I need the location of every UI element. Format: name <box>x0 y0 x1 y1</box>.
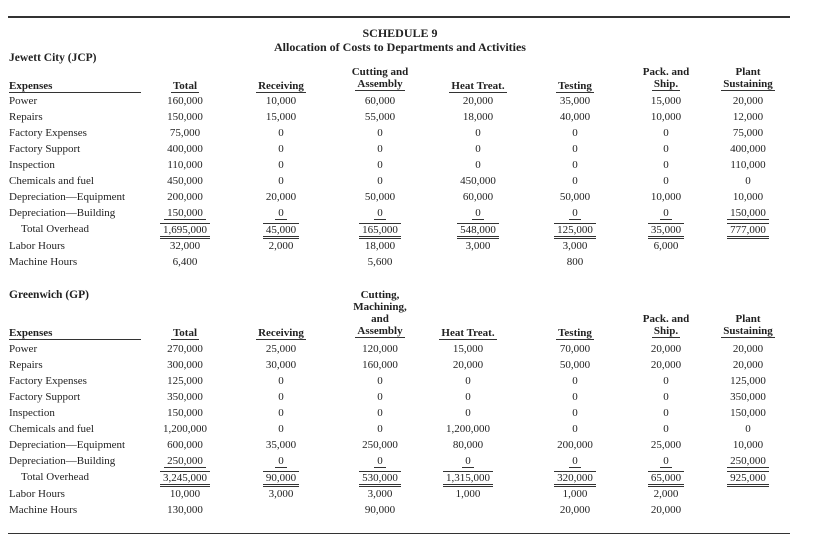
table-row <box>0 143 800 159</box>
cell-plant: 75,000 <box>732 127 764 139</box>
table-row <box>0 127 800 143</box>
cell-receiving: 25,000 <box>265 343 297 355</box>
row-label: Factory Support <box>9 143 81 155</box>
cell-plant: 20,000 <box>732 359 764 371</box>
cell-pack: 35,000 <box>630 223 702 239</box>
row-label: Inspection <box>9 159 55 171</box>
cell-receiving: 15,000 <box>265 111 297 123</box>
cell-heat: 1,315,000 <box>425 471 511 487</box>
cell-cutting: 0 <box>377 143 383 155</box>
cell-pack: 10,000 <box>650 111 682 123</box>
row-label: Labor Hours <box>9 488 65 500</box>
cell-testing: 1,000 <box>562 488 588 500</box>
cell-heat: 3,000 <box>465 240 491 252</box>
row-label: Machine Hours <box>9 256 78 268</box>
cell-receiving: 0 <box>278 407 284 419</box>
row-label: Repairs <box>9 111 43 123</box>
cell-pack: 20,000 <box>650 504 682 516</box>
row-label: Power <box>9 343 38 355</box>
table-row <box>0 95 800 111</box>
col-header-cutting <box>340 66 420 91</box>
table-row <box>0 359 800 375</box>
row-label: Factory Expenses <box>9 375 87 387</box>
cell-pack: 10,000 <box>650 191 682 203</box>
gp-col-header-pack-ship <box>630 313 702 338</box>
cell-pack: 25,000 <box>650 439 682 451</box>
cell-plant: 400,000 <box>730 143 766 155</box>
cell-testing: 0 <box>572 127 578 139</box>
row-label: Depreciation—Equipment <box>9 191 126 203</box>
cell-receiving: 2,000 <box>268 240 294 252</box>
cell-total: 450,000 <box>167 175 203 187</box>
cell-total: 130,000 <box>167 504 203 516</box>
cell-pack: 15,000 <box>650 95 682 107</box>
cell-total: 350,000 <box>167 391 203 403</box>
row-label: Factory Support <box>9 391 81 403</box>
cell-cutting: 0 <box>377 127 383 139</box>
cell-plant: 150,000 <box>712 207 784 220</box>
col-header-plant-sustaining <box>712 66 784 91</box>
table-row <box>0 391 800 407</box>
cell-heat: 18,000 <box>462 111 494 123</box>
cell-cutting: 165,000 <box>340 223 420 239</box>
cell-total: 300,000 <box>167 359 203 371</box>
cell-plant <box>712 504 784 516</box>
cell-testing: 0 <box>572 159 578 171</box>
cell-receiving: 0 <box>278 423 284 435</box>
cell-total: 150,000 <box>150 207 220 220</box>
cell-heat: 80,000 <box>452 439 484 451</box>
cell-plant: 350,000 <box>730 391 766 403</box>
cell-pack: 65,000 <box>630 471 702 487</box>
cell-pack: 2,000 <box>653 488 679 500</box>
cell-cutting: 120,000 <box>362 343 398 355</box>
table-row <box>0 207 800 223</box>
cell-heat: 60,000 <box>462 191 494 203</box>
cell-total: 1,200,000 <box>163 423 207 435</box>
cell-heat: 20,000 <box>462 95 494 107</box>
col-header-cutting-line2: Assembly <box>357 78 403 90</box>
cell-testing: 0 <box>540 455 610 468</box>
cell-heat <box>435 256 521 268</box>
cell-testing: 0 <box>572 407 578 419</box>
gp-col-header-cutting <box>340 289 420 338</box>
table-row <box>0 111 800 127</box>
gp-col-header-testing: Testing <box>558 327 592 339</box>
cell-cutting: 0 <box>377 391 383 403</box>
cell-cutting: 55,000 <box>364 111 396 123</box>
cell-heat: 0 <box>465 391 471 403</box>
table-row <box>0 159 800 175</box>
bottom-rule <box>8 533 790 534</box>
col-header-testing: Testing <box>558 80 592 92</box>
cell-testing: 20,000 <box>559 504 591 516</box>
cell-receiving: 10,000 <box>265 95 297 107</box>
row-label: Inspection <box>9 407 55 419</box>
gp-col-header-total: Total <box>172 327 198 339</box>
col-header-plant-line1: Plant <box>735 66 761 78</box>
cell-receiving: 90,000 <box>248 471 314 487</box>
col-header-expenses: Expenses <box>9 80 141 93</box>
table-row <box>0 407 800 423</box>
cell-receiving <box>248 504 314 516</box>
row-label: Repairs <box>9 359 43 371</box>
row-label: Depreciation—Building <box>9 207 116 219</box>
cell-heat: 1,000 <box>455 488 481 500</box>
cell-total: 1,695,000 <box>150 223 220 239</box>
cell-testing: 0 <box>540 207 610 220</box>
table-row <box>0 471 800 487</box>
cell-pack: 0 <box>630 207 702 220</box>
cell-heat: 0 <box>435 207 521 220</box>
cell-heat: 15,000 <box>452 343 484 355</box>
cell-receiving: 35,000 <box>265 439 297 451</box>
cell-receiving: 0 <box>248 207 314 220</box>
cell-plant: 12,000 <box>732 111 764 123</box>
cell-testing: 50,000 <box>559 359 591 371</box>
cell-receiving <box>248 256 314 268</box>
schedule-title: SCHEDULE 9 <box>362 26 438 40</box>
cell-testing: 3,000 <box>562 240 588 252</box>
gp-col-header-pack-line2: Ship. <box>653 325 679 337</box>
gp-col-header-pack-line1: Pack. and <box>642 313 690 325</box>
cell-receiving: 0 <box>278 175 284 187</box>
gp-col-header-plant-line1: Plant <box>735 313 761 325</box>
gp-col-header-cutting-line4: Assembly <box>357 325 403 337</box>
gp-col-header-heat-treat: Heat Treat. <box>441 327 495 339</box>
cell-total: 10,000 <box>169 488 201 500</box>
cell-pack: 0 <box>663 127 669 139</box>
cell-total: 125,000 <box>167 375 203 387</box>
cell-receiving: 0 <box>248 455 314 468</box>
cell-heat: 0 <box>465 375 471 387</box>
cell-pack: 20,000 <box>650 343 682 355</box>
row-label: Labor Hours <box>9 240 65 252</box>
gp-col-header-cutting-line3: and <box>371 313 389 325</box>
col-header-total: Total <box>172 80 198 92</box>
cell-plant: 150,000 <box>730 407 766 419</box>
table-row <box>0 375 800 391</box>
cell-testing: 320,000 <box>540 471 610 487</box>
cell-cutting: 3,000 <box>367 488 393 500</box>
cell-total: 32,000 <box>169 240 201 252</box>
gp-col-header-plant-line2: Sustaining <box>723 325 773 337</box>
cell-heat: 0 <box>475 159 481 171</box>
cell-plant <box>712 240 784 252</box>
cell-plant: 20,000 <box>732 343 764 355</box>
cell-testing: 0 <box>572 391 578 403</box>
cell-pack: 0 <box>630 455 702 468</box>
cell-heat: 450,000 <box>460 175 496 187</box>
gp-col-header-plant-sustaining <box>712 313 784 338</box>
cell-cutting: 18,000 <box>364 240 396 252</box>
cell-receiving: 3,000 <box>268 488 294 500</box>
row-label: Machine Hours <box>9 504 78 516</box>
row-label: Depreciation—Building <box>9 455 116 467</box>
cell-heat: 1,200,000 <box>446 423 490 435</box>
col-header-plant-line2: Sustaining <box>723 78 773 90</box>
table-row <box>0 504 800 520</box>
col-header-pack-ship <box>630 66 702 91</box>
table-row <box>0 455 800 471</box>
cell-pack: 0 <box>663 391 669 403</box>
cell-plant: 0 <box>745 175 751 187</box>
cell-total: 3,245,000 <box>150 471 220 487</box>
cell-testing: 40,000 <box>559 111 591 123</box>
row-label: Total Overhead <box>21 471 89 483</box>
table-row <box>0 439 800 455</box>
cell-heat: 0 <box>465 407 471 419</box>
cell-heat: 548,000 <box>435 223 521 239</box>
plant-name-gp: Greenwich (GP) <box>9 289 89 301</box>
cell-cutting: 5,600 <box>367 256 393 268</box>
row-label: Power <box>9 95 38 107</box>
cell-cutting: 50,000 <box>364 191 396 203</box>
cell-cutting: 0 <box>377 375 383 387</box>
cell-testing: 125,000 <box>540 223 610 239</box>
cell-cutting: 0 <box>377 423 383 435</box>
cell-plant: 10,000 <box>732 191 764 203</box>
cell-receiving: 0 <box>278 143 284 155</box>
cell-cutting: 0 <box>340 455 420 468</box>
cell-plant: 110,000 <box>730 159 766 171</box>
row-label: Total Overhead <box>21 223 89 235</box>
cell-testing: 0 <box>572 423 578 435</box>
table-row <box>0 223 800 239</box>
table-row <box>0 175 800 191</box>
cell-testing: 0 <box>572 175 578 187</box>
col-header-receiving: Receiving <box>258 80 304 92</box>
cell-receiving: 30,000 <box>265 359 297 371</box>
cell-receiving: 0 <box>278 391 284 403</box>
row-label: Chemicals and fuel <box>9 423 94 435</box>
row-label: Depreciation—Equipment <box>9 439 126 451</box>
col-header-heat-treat: Heat Treat. <box>451 80 505 92</box>
row-label: Chemicals and fuel <box>9 175 94 187</box>
cell-heat: 0 <box>425 455 511 468</box>
col-header-pack-line2: Ship. <box>653 78 679 90</box>
cell-plant <box>712 488 784 500</box>
cell-pack: 0 <box>663 159 669 171</box>
cell-total: 150,000 <box>167 111 203 123</box>
cell-cutting: 0 <box>377 159 383 171</box>
cell-cutting: 530,000 <box>340 471 420 487</box>
cell-heat: 20,000 <box>452 359 484 371</box>
cell-plant: 925,000 <box>712 471 784 487</box>
cell-cutting: 160,000 <box>362 359 398 371</box>
table-row <box>0 191 800 207</box>
table-row <box>0 343 800 359</box>
cell-pack: 0 <box>663 175 669 187</box>
cell-total: 200,000 <box>167 191 203 203</box>
cell-total: 75,000 <box>169 127 201 139</box>
cell-cutting: 60,000 <box>364 95 396 107</box>
cell-cutting: 0 <box>377 407 383 419</box>
cell-plant: 20,000 <box>732 95 764 107</box>
cell-cutting: 0 <box>377 175 383 187</box>
cell-testing: 800 <box>566 256 584 268</box>
cell-total: 600,000 <box>167 439 203 451</box>
cell-testing: 0 <box>572 143 578 155</box>
table-row <box>0 488 800 504</box>
cell-total: 160,000 <box>167 95 203 107</box>
cell-pack: 0 <box>663 143 669 155</box>
cell-receiving: 0 <box>278 127 284 139</box>
cell-pack: 6,000 <box>653 240 679 252</box>
cell-cutting: 90,000 <box>364 504 396 516</box>
cell-cutting: 0 <box>340 207 420 220</box>
table-row <box>0 423 800 439</box>
plant-name-jcp: Jewett City (JCP) <box>9 52 97 64</box>
top-rule <box>8 16 790 18</box>
cell-testing: 50,000 <box>559 191 591 203</box>
cell-pack: 0 <box>663 423 669 435</box>
cell-testing: 0 <box>572 375 578 387</box>
cell-receiving: 45,000 <box>248 223 314 239</box>
cell-receiving: 20,000 <box>265 191 297 203</box>
cell-plant <box>712 256 784 268</box>
cell-cutting: 250,000 <box>362 439 398 451</box>
cell-total: 250,000 <box>150 455 220 468</box>
gp-col-header-cutting-line1: Cutting, <box>360 289 400 301</box>
cell-total: 110,000 <box>167 159 203 171</box>
cell-plant: 10,000 <box>732 439 764 451</box>
cell-heat: 0 <box>475 127 481 139</box>
cell-pack <box>630 256 702 268</box>
cell-pack: 20,000 <box>650 359 682 371</box>
cell-testing: 35,000 <box>559 95 591 107</box>
col-header-cutting-line1: Cutting and <box>351 66 409 78</box>
cell-receiving: 0 <box>278 375 284 387</box>
col-header-pack-line1: Pack. and <box>642 66 690 78</box>
cell-total: 150,000 <box>167 407 203 419</box>
cell-heat <box>425 504 511 516</box>
cell-plant: 777,000 <box>712 223 784 239</box>
cell-pack: 0 <box>663 375 669 387</box>
cell-receiving: 0 <box>278 159 284 171</box>
row-label: Factory Expenses <box>9 127 87 139</box>
cell-plant: 125,000 <box>730 375 766 387</box>
table-row <box>0 256 800 272</box>
cell-plant: 250,000 <box>712 455 784 468</box>
cell-total: 400,000 <box>167 143 203 155</box>
cell-testing: 70,000 <box>559 343 591 355</box>
cell-heat: 0 <box>475 143 481 155</box>
gp-col-header-expenses: Expenses <box>9 327 141 340</box>
gp-col-header-cutting-line2: Machining, <box>353 301 407 313</box>
cell-total: 270,000 <box>167 343 203 355</box>
gp-col-header-receiving: Receiving <box>258 327 304 339</box>
table-row <box>0 240 800 256</box>
schedule-subtitle: Allocation of Costs to Departments and Activities <box>274 40 526 54</box>
cell-total: 6,400 <box>172 256 198 268</box>
cell-testing: 200,000 <box>557 439 593 451</box>
cell-pack: 0 <box>663 407 669 419</box>
cell-plant: 0 <box>745 423 751 435</box>
